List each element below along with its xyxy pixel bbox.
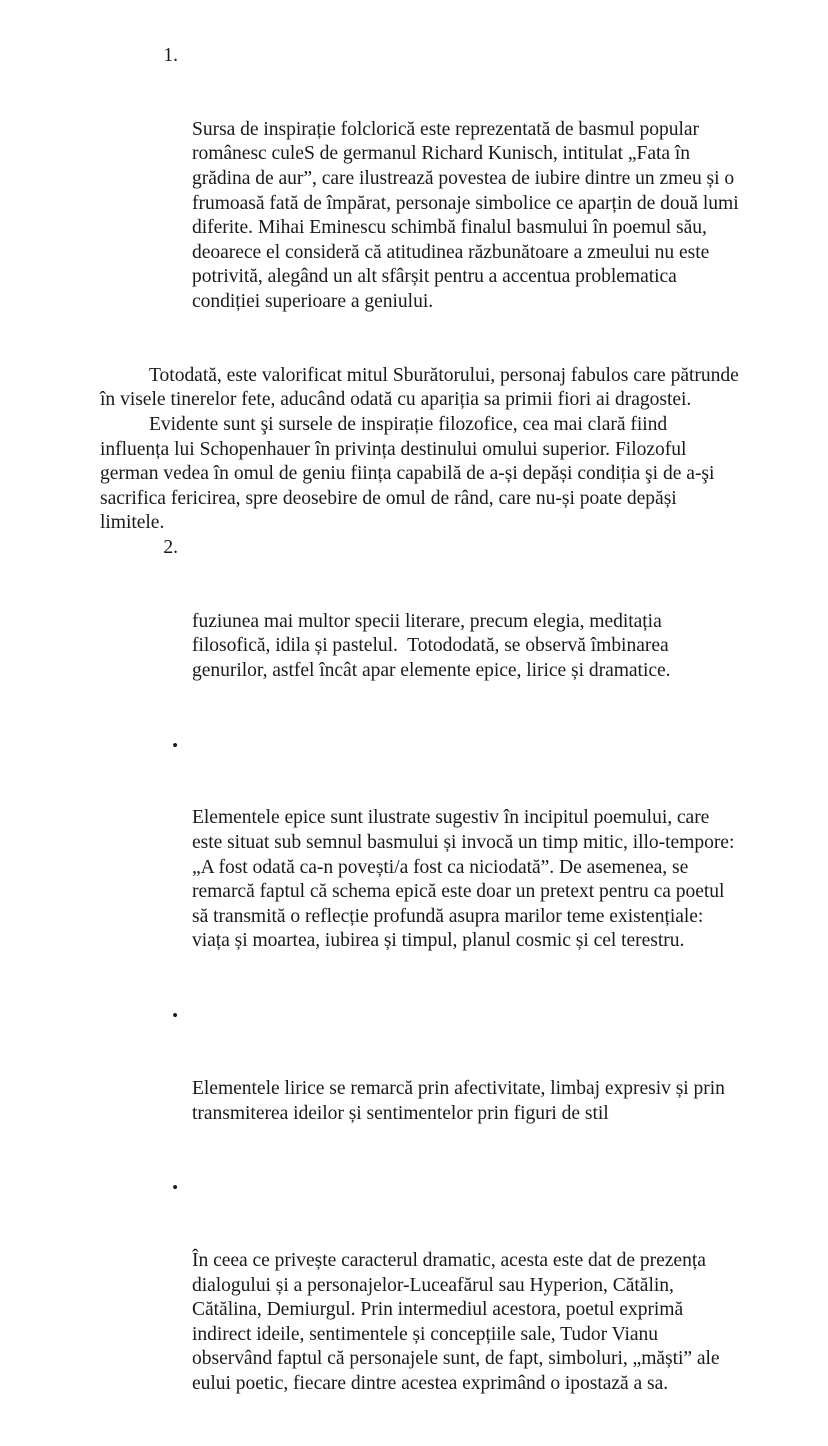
list-item (100, 44, 744, 364)
list-item (100, 536, 740, 733)
list-item-text: Sursa de inspirație folclorică este reprezentată de basmul popular românesc culeS de germanul Richard Kunisch, intitulat „Fata în grădina de aur”, care ilustrează povestea de iubire dintre un zmeu și o frumoasă fată de împărat, personaje simbolice ce aparțin de două lumi diferite. Mihai Eminescu schimbă finalul basmului în poemul său, deoarece el consideră că atitudinea răzbunătoare a zmeului nu este potrivită, alegând un alt sfârșit pentru a accentua problematica condiției superioare a geniului. (192, 118, 744, 312)
list-marker-number: 1. (163, 45, 178, 66)
list-item-text: În ceea ce privește caracterul dramatic, acesta este dat de prezența dialogului și a personajelor-Luceafărul sau Hyperion, Cătălin, Cătălina, Demiurgul. Prin intermediul acestora, poetul exprimă indirect ideile, sentimentele și concepțiile sale, Tudor Vianu observând faptul că personajele sunt, de fapt, simboluri, „măști” ale eului poetic, fiecare dintre acestea exprimând o ipostază a sa. (192, 1250, 725, 1395)
list-marker-bullet-icon: • (172, 1178, 178, 1198)
paragraph-totodata: Totodată, este valorificat mitul Sburătorului, personaj fabulos care pătrunde în visele tinerelor fete, aducând odată cu apariția sa primii fiori ai dragostei. (100, 364, 744, 411)
list-marker-number: 2. (163, 536, 178, 558)
paragraph-evidente: Evidente sunt şi sursele de inspirație filozofice, cea mai clară fiind influența lui Schopenhauer în privința destinului omului superior. Filozoful german vedea în omul de geniu ființa capabilă de a-și depăși condiția şi de a-şi sacrifica fericirea, spre deosebire de omul de rând, care nu-și poate depăși limitele. (100, 413, 720, 534)
document-body (100, 44, 744, 1446)
list-item (100, 1175, 740, 1446)
list-item-text: Elementele epice sunt ilustrate sugestiv în incipitul poemului, care este situat sub semnul basmului și invocă un timp mitic, illo-tempore: „A fost odată ca-n povești/a fost ca niciodată”. De asemenea, se remarcă faptul că schema epică este doar un pretext pentru ca poetul să transmită o reflecție profundă asupra marilor teme existențiale: viața și moartea, iubirea și timpul, planul cosmic și cel terestru. (192, 807, 740, 952)
list-marker-bullet-icon: • (172, 735, 178, 755)
ordered-list-2 (100, 536, 740, 733)
list-item (100, 733, 740, 1004)
bullet-list (100, 733, 740, 1446)
list-item (100, 1003, 740, 1175)
list-item-text: fuziunea mai multor specii literare, precum elegia, meditația filosofică, idila și pastelul. Totododată, se observă îmbinarea genurilor, astfel încât apar elemente epice, lirice și dramatice. (192, 610, 674, 681)
list-item-text: Elementele lirice se remarcă prin afectivitate, limbaj expresiv și prin transmiterea ideilor și sentimentelor prin figuri de stil (192, 1077, 730, 1124)
list-marker-bullet-icon: • (172, 1006, 178, 1026)
ordered-list-1 (100, 44, 744, 364)
